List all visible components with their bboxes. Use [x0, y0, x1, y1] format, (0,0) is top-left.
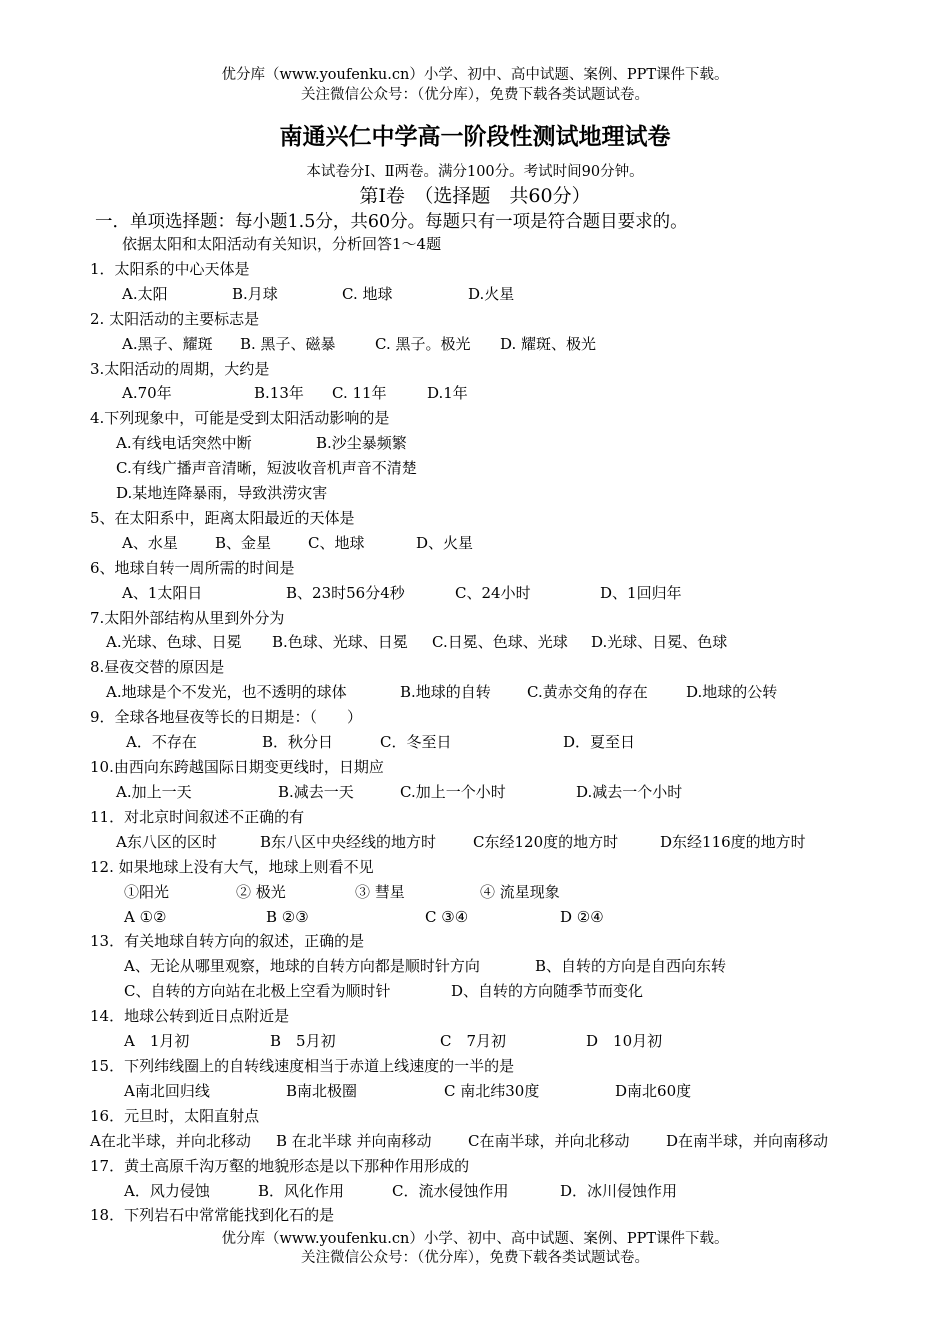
option: A在北半球，并向北移动: [90, 1132, 251, 1150]
question-stem: 8.昼夜交替的原因是: [90, 658, 225, 676]
option: C、地球: [308, 534, 365, 552]
header-line-1: 优分库（www.youfenku.cn）小学、初中、高中试题、案例、PPT课件下载。: [221, 67, 729, 83]
option: A.70年: [122, 384, 172, 402]
option: A南北回归线: [124, 1082, 210, 1100]
option: D 10月初: [586, 1032, 663, 1050]
page-title: 南通兴仁中学高一阶段性测试地理试卷: [279, 124, 671, 150]
statement-item: ①阳光: [124, 883, 170, 901]
option: D、1回归年: [600, 584, 682, 602]
option: D.1年: [427, 384, 468, 402]
option: D．冰川侵蚀作用: [560, 1182, 678, 1200]
question-stem: 3.太阳活动的周期，大约是: [90, 360, 270, 378]
option: B 5月初: [270, 1032, 336, 1050]
option: B、金星: [215, 534, 272, 552]
question-stem: 9．全球各地昼夜等长的日期是：（ ）: [90, 708, 363, 726]
option: B.13年: [254, 384, 304, 402]
question-stem: 12. 如果地球上没有大气，地球上则看不见: [90, 858, 374, 876]
option: C、自转的方向站在北极上空看为顺时针: [124, 982, 391, 1000]
option: D南北60度: [615, 1082, 692, 1100]
option: A.加上一天: [116, 783, 192, 801]
option: C. 11年: [332, 384, 387, 402]
question-stem: 2. 太阳活动的主要标志是: [90, 310, 260, 328]
option: A ①②: [124, 908, 167, 926]
option: D.光球、日冕、色球: [591, 633, 728, 651]
option: B、自转的方向是自西向东转: [535, 957, 727, 975]
option: B. 黑子、磁暴: [240, 335, 336, 353]
option: D ②④: [560, 908, 604, 926]
option: C.日冕、色球、光球: [432, 633, 568, 651]
option: B.沙尘暴频繁: [316, 434, 407, 452]
option: A东八区的区时: [116, 833, 217, 851]
option: A 1月初: [124, 1032, 190, 1050]
option: D.某地连降暴雨，导致洪涝灾害: [116, 484, 328, 502]
option: C东经120度的地方时: [473, 833, 619, 851]
option: A.太阳: [122, 285, 168, 303]
option: B 在北半球 并向南移动: [276, 1132, 432, 1150]
option: A．风力侵蚀: [124, 1182, 210, 1200]
option: A、无论从哪里观察，地球的自转方向都是顺时针方向: [124, 957, 480, 975]
header-line-2: 关注微信公众号：（优分库），免费下载各类试题试卷。: [301, 87, 649, 103]
question-stem: 14．地球公转到近日点附近是: [90, 1007, 290, 1025]
option: A.有线电话突然中断: [116, 434, 252, 452]
option: B．秋分日: [262, 733, 334, 751]
option: B东八区中央经线的地方时: [260, 833, 437, 851]
option: C在南半球，并向北移动: [468, 1132, 630, 1150]
option: D、火星: [416, 534, 474, 552]
question-stem: 6、地球自转一周所需的时间是: [90, 559, 295, 577]
option: A、水星: [122, 534, 178, 552]
question-stem: 5、在太阳系中，距离太阳最近的天体是: [90, 509, 355, 527]
part-one-heading: 第Ⅰ卷 （选择题 共60分）: [359, 185, 591, 207]
question-stem: 10.由西向东跨越国际日期变更线时，日期应: [90, 758, 384, 776]
option: C. 黑子。极光: [375, 335, 471, 353]
question-stem: 17．黄土高原千沟万壑的地貌形态是以下那种作用形成的: [90, 1157, 470, 1175]
question-stem: 16．元旦时，太阳直射点: [90, 1107, 260, 1125]
option: C ③④: [425, 908, 469, 926]
option: D.地球的公转: [686, 683, 778, 701]
statement-item: ③ 彗星: [355, 883, 405, 901]
option: B ②③: [266, 908, 309, 926]
option: A.地球是个不发光，也不透明的球体: [106, 683, 347, 701]
question-stem: 18．下列岩石中常常能找到化石的是: [90, 1206, 335, 1224]
option: C．冬至日: [380, 733, 452, 751]
option: D.减去一个小时: [576, 783, 683, 801]
option: A．不存在: [126, 733, 197, 751]
section-one-heading: 一．单项选择题：每小题1.5分，共60分。每题只有一项是符合题目要求的。: [95, 212, 688, 232]
option: C、24小时: [455, 584, 531, 602]
question-stem: 15．下列纬线圈上的自转线速度相当于赤道上线速度的一半的是: [90, 1057, 515, 1075]
option: B.月球: [232, 285, 278, 303]
option: D在南半球，并向南移动: [666, 1132, 829, 1150]
question-stem: 4.下列现象中，可能是受到太阳活动影响的是: [90, 409, 390, 427]
statement-item: ④ 流星现象: [480, 883, 560, 901]
option: D. 耀斑、极光: [500, 335, 597, 353]
option: D、自转的方向随季节而变化: [451, 982, 644, 1000]
footer-line-2: 关注微信公众号：（优分库），免费下载各类试题试卷。: [301, 1250, 649, 1266]
question-stem: 1．太阳系的中心天体是: [90, 260, 250, 278]
option: D.火星: [468, 285, 515, 303]
question-stem: 11．对北京时间叙述不正确的有: [90, 808, 305, 826]
option: A.黑子、耀斑: [122, 335, 213, 353]
question-lead: 依据太阳和太阳活动有关知识，分析回答1～4题: [122, 235, 442, 253]
option: C．流水侵蚀作用: [392, 1182, 509, 1200]
option: B南北极圈: [286, 1082, 358, 1100]
footer-line-1: 优分库（www.youfenku.cn）小学、初中、高中试题、案例、PPT课件下载。: [221, 1231, 729, 1247]
option: B．风化作用: [258, 1182, 345, 1200]
option: B.地球的自转: [400, 683, 491, 701]
option: B.减去一天: [278, 783, 354, 801]
option: B.色球、光球、日冕: [272, 633, 408, 651]
question-stem: 13．有关地球自转方向的叙述，正确的是: [90, 932, 365, 950]
option: D东经116度的地方时: [660, 833, 806, 851]
exam-intro: 本试卷分Ⅰ、Ⅱ两卷。满分100分。考试时间90分钟。: [306, 164, 644, 180]
option: C.黄赤交角的存在: [527, 683, 648, 701]
option: C.有线广播声音清晰，短波收音机声音不清楚: [116, 459, 417, 477]
option: C 南北纬30度: [444, 1082, 540, 1100]
option: B、23时56分4秒: [286, 584, 405, 602]
statement-item: ② 极光: [236, 883, 286, 901]
option: C. 地球: [342, 285, 393, 303]
option: C 7月初: [440, 1032, 507, 1050]
option: C.加上一个小时: [400, 783, 506, 801]
option: A.光球、色球、日冕: [106, 633, 242, 651]
option: A、1太阳日: [122, 584, 203, 602]
option: D．夏至日: [563, 733, 636, 751]
question-stem: 7.太阳外部结构从里到外分为: [90, 609, 285, 627]
